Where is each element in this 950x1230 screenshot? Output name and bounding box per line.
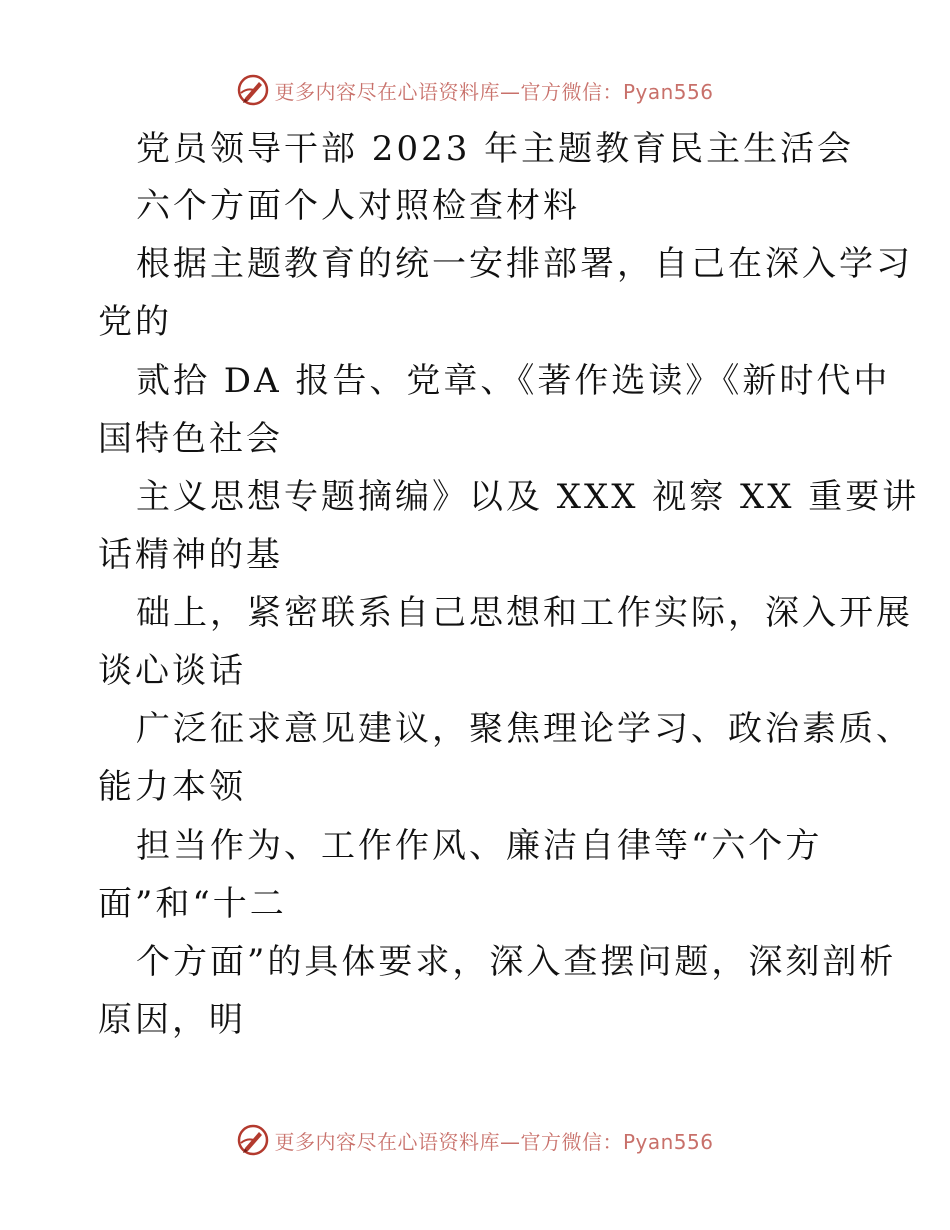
- watermark-contact: 官方微信：Pyan556: [520, 79, 714, 104]
- watermark-title: 更多内容尽在心语资料库: [274, 1129, 500, 1154]
- paragraph-line: 党的: [98, 302, 172, 342]
- watermark-contact: 官方微信：Pyan556: [520, 1129, 714, 1154]
- watermark-text: [274, 1126, 713, 1155]
- paragraph-line: 根据主题教育的统一安排部署，自己在深入学习: [136, 244, 913, 284]
- paragraph-line: 话精神的基: [98, 535, 283, 575]
- paragraph-line: 担当作为、工作作风、廉洁自律等“六个方: [136, 826, 823, 866]
- doc-title-line-1: 党员领导干部 2023 年主题教育民主生活会: [136, 129, 855, 169]
- doc-title-line-2: 六个方面个人对照检查材料: [136, 186, 580, 226]
- paragraph-line: 贰拾 DA 报告、党章、《著作选读》《新时代中: [136, 361, 891, 401]
- watermark-title: 更多内容尽在心语资料库: [274, 79, 500, 104]
- paragraph-line: 广泛征求意见建议，聚焦理论学习、政治素质、: [136, 709, 913, 749]
- paragraph-line: 原因，明: [98, 1000, 246, 1040]
- watermark-header: [0, 70, 950, 110]
- paragraph-line: 面”和“十二: [98, 884, 287, 924]
- paragraph-line: 能力本领: [98, 767, 246, 807]
- paragraph-line: 谈心谈话: [98, 651, 246, 691]
- pen-logo-icon: [236, 73, 270, 107]
- watermark-footer: [0, 1120, 950, 1160]
- watermark-dash: —: [499, 1129, 521, 1154]
- paragraph-line: 主义思想专题摘编》以及 XXX 视察 XX 重要讲: [136, 477, 920, 517]
- paragraph-line: 个方面”的具体要求，深入查摆问题，深刻剖析: [136, 942, 897, 982]
- pen-logo-icon: [236, 1123, 270, 1157]
- watermark-text: [274, 76, 713, 105]
- paragraph-line: 国特色社会: [98, 419, 283, 459]
- watermark-dash: —: [499, 79, 521, 104]
- paragraph-line: 础上，紧密联系自己思想和工作实际，深入开展: [136, 593, 913, 633]
